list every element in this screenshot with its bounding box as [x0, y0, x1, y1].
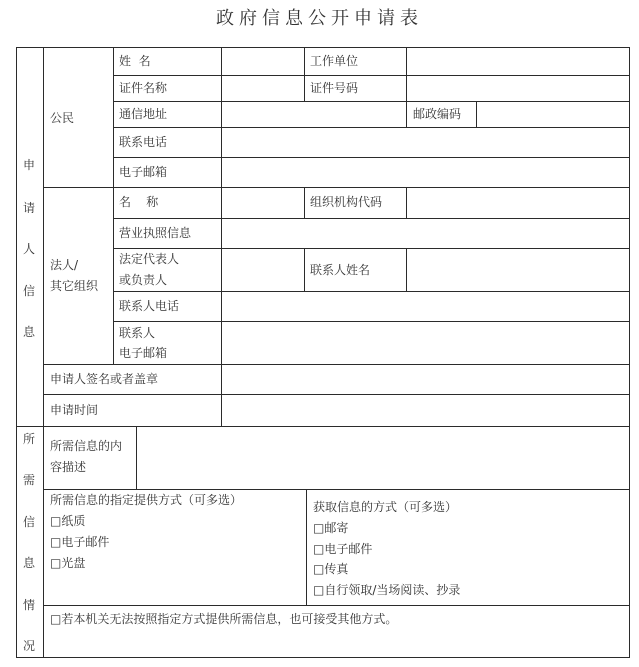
phone-field[interactable] [222, 128, 629, 157]
org-code-field[interactable] [407, 188, 629, 218]
contact-phone-field[interactable] [222, 292, 629, 321]
postcode-label: 邮政编码 [413, 107, 462, 121]
signature-field[interactable] [222, 365, 629, 394]
page-title: 政府信息公开申请表 [216, 8, 423, 29]
license-label: 营业执照信息 [119, 226, 192, 240]
org-code-label: 组织机构代码 [310, 195, 383, 209]
work-unit-field[interactable] [407, 48, 629, 75]
id-number-label: 证件号码 [310, 81, 359, 95]
license-field[interactable] [222, 219, 629, 248]
contact-email-label-line1: 联系人 [119, 326, 156, 340]
obtain-option-email[interactable]: □电子邮件 [313, 542, 373, 556]
work-unit-label: 工作单位 [310, 54, 359, 68]
signature-label: 申请人签名或者盖章 [50, 372, 159, 386]
organization-label-line2: 其它组织 [50, 279, 99, 293]
legal-rep-label-line1: 法定代表人 [119, 252, 180, 266]
contact-name-field[interactable] [407, 249, 629, 291]
obtain-method-heading: 获取信息的方式（可多选） [313, 500, 458, 514]
citizen-label: 公民 [50, 111, 75, 125]
content-description-label-line1: 所需信息的内 [50, 439, 123, 453]
provide-option-paper[interactable]: □纸质 [50, 514, 86, 528]
content-description-field[interactable] [137, 427, 629, 489]
email-label: 电子邮箱 [119, 165, 168, 179]
contact-email-label-line2: 电子邮箱 [119, 346, 168, 360]
contact-phone-label: 联系人电话 [119, 299, 180, 313]
address-label: 通信地址 [119, 107, 168, 121]
date-field[interactable] [222, 395, 629, 426]
obtain-option-mail[interactable]: □邮寄 [313, 521, 349, 535]
org-name-label: 名 称 [119, 195, 159, 209]
obtain-option-self-pickup[interactable]: □自行领取/当场阅读、抄录 [313, 583, 461, 597]
provide-option-email[interactable]: □电子邮件 [50, 535, 110, 549]
id-number-field[interactable] [407, 76, 629, 101]
organization-label-line1: 法人/ [50, 258, 79, 272]
legal-rep-label-line2: 或负责人 [119, 273, 168, 287]
fallback-option[interactable]: □若本机关无法按照指定方式提供所需信息，也可接受其他方式。 [50, 612, 398, 626]
contact-name-label: 联系人姓名 [310, 263, 371, 277]
org-name-field[interactable] [222, 188, 304, 218]
obtain-option-fax[interactable]: □传真 [313, 562, 349, 576]
postcode-field[interactable] [477, 102, 629, 127]
id-name-label: 证件名称 [119, 81, 168, 95]
address-field[interactable] [222, 102, 406, 127]
provide-method-heading: 所需信息的指定提供方式（可多选） [50, 493, 243, 507]
email-field[interactable] [222, 158, 629, 187]
legal-rep-field[interactable] [222, 249, 304, 291]
name-label: 姓 名 [119, 54, 151, 68]
id-name-field[interactable] [222, 76, 304, 101]
date-label: 申请时间 [50, 403, 99, 417]
name-field[interactable] [222, 48, 304, 75]
phone-label: 联系电话 [119, 135, 168, 149]
contact-email-field[interactable] [222, 322, 629, 364]
content-description-label-line2: 容描述 [50, 460, 87, 474]
provide-option-disc[interactable]: □光盘 [50, 556, 86, 570]
